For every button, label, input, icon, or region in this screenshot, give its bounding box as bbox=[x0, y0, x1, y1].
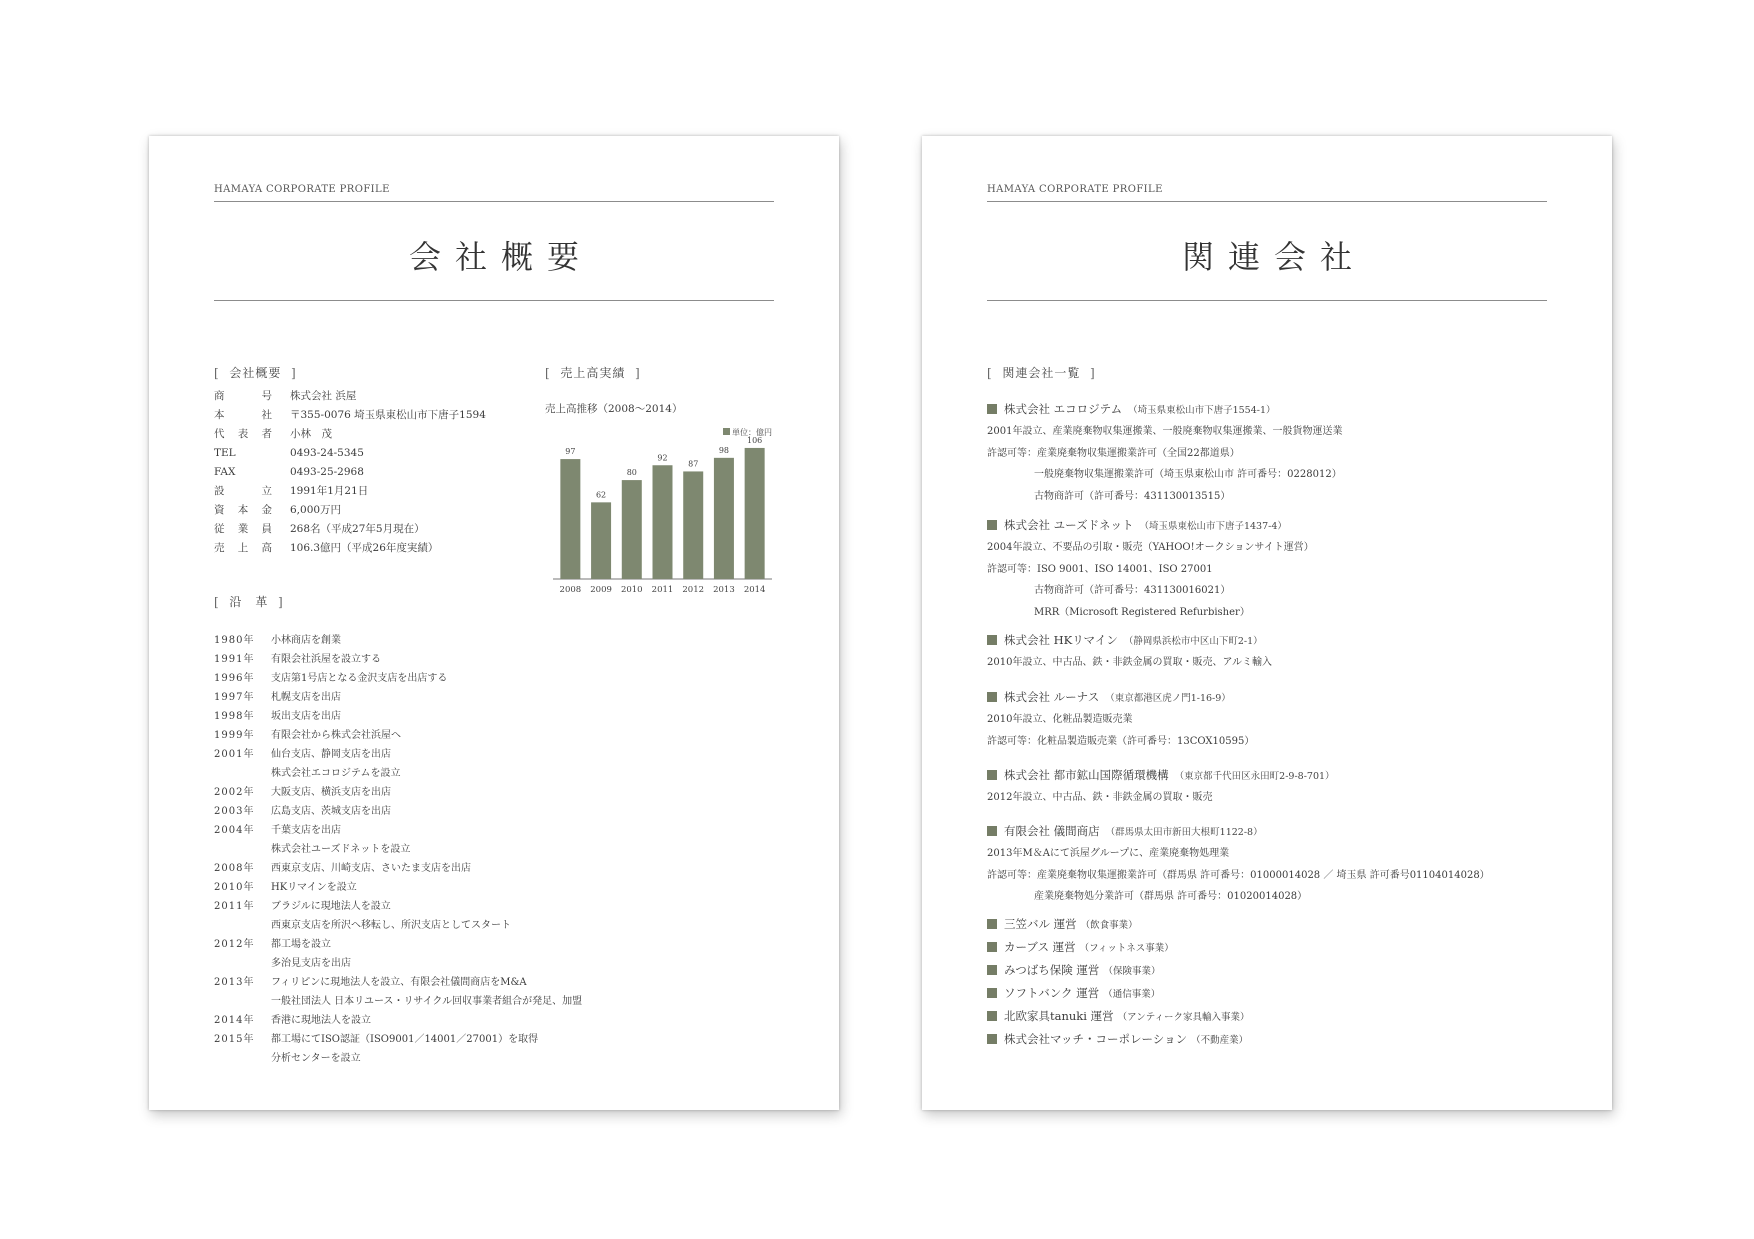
data-label-2008: 97 bbox=[565, 447, 576, 457]
bullet-square-icon bbox=[987, 520, 997, 530]
history-row bbox=[214, 821, 341, 836]
bullet-square-icon bbox=[987, 404, 997, 414]
history-heading: [ 沿 革 ] bbox=[214, 595, 284, 609]
history-text: 大阪支店、横浜支店を出店 bbox=[271, 787, 391, 798]
business-name: 株式会社マッチ・コーポレーション bbox=[1004, 1032, 1188, 1046]
history-year: 2004年 bbox=[214, 825, 255, 836]
overview-value: 106.3億円（平成26年度実績） bbox=[290, 542, 439, 554]
overview-row bbox=[214, 425, 332, 444]
history-text: 小林商店を創業 bbox=[271, 635, 341, 646]
company-detail-line: 許認可等：産業廃棄物収集運搬業許可（群馬県 許可番号：01000014028 ／ 埼玉県 許可番号01104014028） bbox=[987, 869, 1490, 881]
overview-key: 資本金 bbox=[214, 504, 272, 516]
overview-row bbox=[214, 387, 356, 406]
company-name: 株式会社 ルーナス bbox=[1004, 690, 1100, 704]
history-text: 有限会社浜屋を設立する bbox=[271, 654, 381, 665]
business-item bbox=[987, 985, 1160, 1001]
history-text: 都工場を設立 bbox=[271, 939, 331, 950]
bullet-square-icon bbox=[987, 988, 997, 998]
company-header bbox=[987, 688, 1254, 708]
page-title: 関連会社 bbox=[1181, 238, 1366, 276]
overview-key: 本社 bbox=[214, 409, 272, 421]
history-text: 都工場にてISO認証（ISO9001／14001／27001）を取得 bbox=[271, 1034, 539, 1045]
legend-swatch bbox=[723, 428, 730, 435]
history-text: 坂出支店を出店 bbox=[271, 711, 341, 722]
history-row bbox=[214, 650, 381, 665]
bar-2012 bbox=[683, 471, 703, 579]
history-year: 2011年 bbox=[214, 901, 255, 912]
history-row bbox=[214, 783, 391, 798]
history-row bbox=[214, 669, 447, 684]
x-tick-label-2013: 2013 bbox=[713, 585, 735, 595]
legend-label: 単位：億円 bbox=[732, 428, 772, 437]
company-block bbox=[987, 631, 1272, 673]
company-detail-line: 2013年M＆Aにて浜屋グループに、産業廃棄物処理業 bbox=[987, 848, 1230, 859]
company-header bbox=[987, 766, 1335, 786]
title-rule bbox=[214, 300, 774, 301]
bullet-square-icon bbox=[987, 635, 997, 645]
bullet-square-icon bbox=[987, 965, 997, 975]
x-tick-label-2011: 2011 bbox=[651, 585, 674, 595]
data-label-2013: 98 bbox=[718, 445, 730, 455]
overview-heading: [ 会社概要 ] bbox=[214, 366, 297, 380]
header-rule bbox=[214, 201, 774, 202]
company-block bbox=[987, 400, 1342, 506]
bullet-square-icon bbox=[987, 770, 997, 780]
history-row bbox=[214, 935, 331, 950]
overview-key: TEL bbox=[214, 447, 236, 459]
company-detail-line: 一般廃棄物収集運搬業許可（埼玉県東松山市 許可番号：0228012） bbox=[1034, 469, 1342, 480]
bar-2013 bbox=[714, 458, 734, 579]
bullet-square-icon bbox=[987, 1034, 997, 1044]
business-name: 北欧家具tanuki 運営 bbox=[1004, 1009, 1114, 1023]
history-row bbox=[214, 707, 341, 722]
sales-heading: [ 売上高実績 ] bbox=[545, 366, 641, 380]
company-name: 株式会社 エコロジテム bbox=[1004, 402, 1123, 416]
history-row bbox=[214, 992, 582, 1007]
history-text: 西東京支店、川崎支店、さいたま支店を出店 bbox=[271, 863, 471, 874]
history-year: 1997年 bbox=[214, 692, 255, 703]
x-tick-label-2008: 2008 bbox=[559, 585, 582, 595]
history-text: 西東京支店を所沢へ移転し、所沢支店としてスタート bbox=[271, 920, 511, 931]
company-block bbox=[987, 688, 1254, 751]
overview-row bbox=[214, 406, 486, 425]
company-header bbox=[987, 516, 1314, 536]
history-text: 支店第1号店となる金沢支店を出店する bbox=[271, 673, 448, 684]
business-item bbox=[987, 1031, 1248, 1047]
history-text: 有限会社から株式会社浜屋へ bbox=[271, 730, 401, 741]
overview-value: 〒355-0076 埼玉県東松山市下唐子1594 bbox=[290, 409, 486, 421]
history-year: 2002年 bbox=[214, 787, 255, 798]
history-year: 2013年 bbox=[214, 977, 255, 988]
data-label-2014: 106 bbox=[747, 435, 763, 445]
company-detail-line: MRR（Microsoft Registered Refurbisher） bbox=[1034, 606, 1250, 618]
company-overview-page bbox=[149, 136, 839, 1110]
business-name: みつばち保険 運営 bbox=[1004, 963, 1100, 977]
history-row bbox=[214, 954, 351, 969]
x-tick-label-2010: 2010 bbox=[620, 585, 643, 595]
overview-value: 0493-25-2968 bbox=[290, 466, 364, 478]
business-name: ソフトバンク 運営 bbox=[1004, 986, 1100, 1000]
company-detail-line: 許認可等：産業廃棄物収集運搬業許可（全国22都道県） bbox=[987, 447, 1240, 459]
history-text: 一般社団法人 日本リユース・リサイクル回収事業者組合が発足、加盟 bbox=[271, 996, 583, 1007]
company-detail-line: 2010年設立、化粧品製造販売業 bbox=[987, 714, 1133, 725]
history-row bbox=[214, 1049, 361, 1064]
history-year: 1991年 bbox=[214, 654, 255, 665]
history-row bbox=[214, 1011, 371, 1026]
company-location: （東京都港区虎ノ門1-16-9） bbox=[1105, 693, 1231, 704]
overview-value: 268名（平成27年5月現在） bbox=[290, 523, 425, 535]
company-header bbox=[987, 631, 1272, 651]
profile-label: HAMAYA CORPORATE PROFILE bbox=[214, 184, 390, 195]
company-block bbox=[987, 766, 1335, 808]
overview-key: 設立 bbox=[214, 485, 272, 497]
history-text: 札幌支店を出店 bbox=[271, 692, 341, 703]
company-detail-line: 許認可等：ISO 9001、ISO 14001、ISO 27001 bbox=[987, 563, 1213, 575]
history-year: 2015年 bbox=[214, 1034, 255, 1045]
page-title: 会社概要 bbox=[408, 238, 593, 276]
history-text: 仙台支店、静岡支店を出店 bbox=[271, 749, 391, 760]
company-detail-line: 2010年設立、中古品、鉄・非鉄金属の買取・販売、アルミ輸入 bbox=[987, 657, 1273, 668]
bar-2011 bbox=[653, 465, 673, 579]
business-note: （飲食事業） bbox=[1080, 920, 1138, 931]
history-text: 多治見支店を出店 bbox=[271, 958, 351, 969]
business-note: （アンティーク家具輸入事業） bbox=[1117, 1012, 1250, 1023]
business-item bbox=[987, 1008, 1249, 1024]
overview-row bbox=[214, 539, 438, 558]
business-item bbox=[987, 916, 1138, 932]
company-detail-line: 2001年設立、産業廃棄物収集運搬業、一般廃棄物収集運搬業、一般貨物運送業 bbox=[987, 426, 1343, 437]
history-text: ブラジルに現地法人を設立 bbox=[271, 901, 391, 912]
bullet-square-icon bbox=[987, 1011, 997, 1021]
overview-row bbox=[214, 501, 341, 520]
overview-key: 代表者 bbox=[214, 428, 272, 440]
sales-bar-chart bbox=[545, 421, 785, 606]
company-location: （東京都千代田区永田町2-9-8-701） bbox=[1174, 771, 1335, 782]
company-block bbox=[987, 516, 1314, 622]
overview-value: 1991年1月21日 bbox=[290, 485, 369, 497]
history-year: 2008年 bbox=[214, 863, 255, 874]
overview-value: 0493-24-5345 bbox=[290, 447, 364, 459]
overview-key: 売上高 bbox=[214, 542, 272, 554]
data-label-2009: 62 bbox=[595, 490, 607, 500]
history-year: 2010年 bbox=[214, 882, 255, 893]
business-item bbox=[987, 962, 1160, 978]
history-year: 2012年 bbox=[214, 939, 255, 950]
x-tick-label-2012: 2012 bbox=[682, 585, 705, 595]
history-row bbox=[214, 973, 527, 988]
business-name: 三笠バル 運営 bbox=[1004, 917, 1077, 931]
company-header bbox=[987, 822, 1490, 842]
history-text: HKリマインを設立 bbox=[271, 882, 357, 893]
history-year: 2001年 bbox=[214, 749, 255, 760]
business-name: カーブス 運営 bbox=[1004, 940, 1076, 954]
related-companies-page bbox=[922, 136, 1612, 1110]
business-note: （フィットネス事業） bbox=[1079, 943, 1174, 954]
business-note: （保険事業） bbox=[1103, 966, 1161, 977]
bar-2010 bbox=[622, 480, 642, 579]
bullet-square-icon bbox=[987, 692, 997, 702]
data-label-2010: 80 bbox=[626, 468, 637, 478]
company-detail-line: 許認可等：化粧品製造販売業（許可番号：13COX10595） bbox=[987, 735, 1255, 747]
company-name: 有限会社 儀間商店 bbox=[1004, 824, 1100, 838]
title-rule bbox=[987, 300, 1547, 301]
overview-row bbox=[214, 444, 364, 463]
bar-2014 bbox=[745, 448, 765, 579]
history-row bbox=[214, 726, 401, 741]
company-block bbox=[987, 822, 1490, 907]
overview-key: FAX bbox=[214, 466, 236, 478]
history-row bbox=[214, 745, 391, 760]
profile-label: HAMAYA CORPORATE PROFILE bbox=[987, 184, 1163, 195]
company-detail-line: 古物商許可（許可番号：431130016021） bbox=[1034, 585, 1231, 596]
history-year: 1996年 bbox=[214, 673, 255, 684]
history-row bbox=[214, 878, 357, 893]
business-note: （通信事業） bbox=[1103, 989, 1161, 1000]
company-header bbox=[987, 400, 1342, 420]
history-year: 2014年 bbox=[214, 1015, 255, 1026]
company-location: （静岡県浜松市中区山下町2-1） bbox=[1123, 636, 1263, 647]
history-year: 1999年 bbox=[214, 730, 255, 741]
overview-value: 6,000万円 bbox=[290, 504, 342, 516]
overview-value: 株式会社 浜屋 bbox=[290, 390, 357, 402]
history-row bbox=[214, 897, 391, 912]
history-text: 分析センターを設立 bbox=[271, 1053, 361, 1064]
overview-row bbox=[214, 463, 364, 482]
history-text: 株式会社エコロジテムを設立 bbox=[271, 768, 401, 779]
history-year: 1998年 bbox=[214, 711, 255, 722]
bullet-square-icon bbox=[987, 942, 997, 952]
company-name: 株式会社 HKリマイン bbox=[1004, 633, 1118, 647]
company-name: 株式会社 都市鉱山国際循環機構 bbox=[1004, 768, 1169, 782]
history-text: 香港に現地法人を設立 bbox=[271, 1015, 371, 1026]
overview-row bbox=[214, 482, 368, 501]
history-text: 株式会社ユーズドネットを設立 bbox=[271, 844, 411, 855]
business-note: （不動産業） bbox=[1191, 1035, 1249, 1046]
related-list-heading: [ 関連会社一覧 ] bbox=[987, 366, 1096, 380]
overview-key: 商号 bbox=[214, 390, 272, 402]
company-detail-line: 産業廃棄物処分業許可（群馬県 許可番号：01020014028） bbox=[1034, 891, 1308, 902]
history-text: 広島支店、茨城支店を出店 bbox=[271, 806, 391, 817]
history-row bbox=[214, 859, 471, 874]
overview-key: 従業員 bbox=[214, 523, 272, 535]
company-detail-line: 2012年設立、中古品、鉄・非鉄金属の買取・販売 bbox=[987, 792, 1213, 803]
x-tick-label-2014: 2014 bbox=[743, 585, 766, 595]
company-location: （群馬県太田市新田大根町1122-8） bbox=[1105, 827, 1263, 838]
history-row bbox=[214, 1030, 538, 1045]
overview-row bbox=[214, 520, 425, 539]
history-row bbox=[214, 688, 341, 703]
company-detail-line: 古物商許可（許可番号：431130013515） bbox=[1034, 490, 1231, 502]
bar-2008 bbox=[560, 459, 580, 579]
company-detail-line: 2004年設立、不要品の引取・販売（YAHOO!オークションサイト運営） bbox=[987, 542, 1314, 553]
history-row bbox=[214, 802, 391, 817]
data-label-2011: 92 bbox=[657, 453, 668, 463]
history-year: 1980年 bbox=[214, 635, 255, 646]
company-location: （埼玉県東松山市下唐子1554-1） bbox=[1128, 405, 1276, 416]
history-year: 2003年 bbox=[214, 806, 255, 817]
bullet-square-icon bbox=[987, 826, 997, 836]
overview-value: 小林 茂 bbox=[290, 428, 332, 440]
data-label-2012: 87 bbox=[688, 459, 699, 469]
history-row bbox=[214, 840, 410, 855]
company-location: （埼玉県東松山市下唐子1437-4） bbox=[1139, 521, 1287, 532]
company-name: 株式会社 ユーズドネット bbox=[1004, 518, 1134, 532]
history-text: フィリピンに現地法人を設立、有限会社儀間商店をM&A bbox=[271, 977, 527, 988]
bullet-square-icon bbox=[987, 919, 997, 929]
x-tick-label-2009: 2009 bbox=[590, 585, 612, 595]
business-item bbox=[987, 939, 1174, 955]
history-row bbox=[214, 916, 511, 931]
history-row bbox=[214, 631, 341, 646]
header-rule bbox=[987, 201, 1547, 202]
history-text: 千葉支店を出店 bbox=[271, 825, 341, 836]
bar-2009 bbox=[591, 502, 611, 579]
chart-title: 売上高推移（2008～2014） bbox=[545, 403, 683, 415]
history-row bbox=[214, 764, 401, 779]
